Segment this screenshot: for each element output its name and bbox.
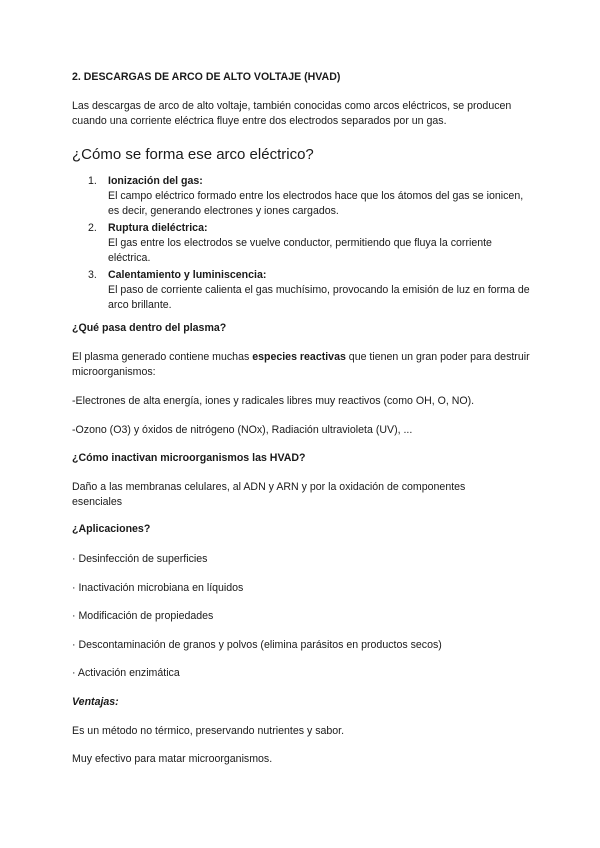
applications-title: ¿Aplicaciones? xyxy=(72,523,151,535)
step-item xyxy=(72,174,532,219)
section-heading: 2. DESCARGAS DE ARCO DE ALTO VOLTAJE (HVAD) xyxy=(72,71,341,83)
plasma-species-line: -Electrones de alta energía, iones y radicales libres muy reactivos (como OH, O, NO). xyxy=(72,395,475,407)
advantage-item: Es un método no térmico, preservando nutrientes y sabor. xyxy=(72,725,345,737)
application-item: · Modificación de propiedades xyxy=(72,610,214,622)
application-item: · Descontaminación de granos y polvos (elimina parásitos en productos secos) xyxy=(72,639,442,651)
advantages-title: Ventajas: xyxy=(72,696,119,708)
application-item: · Activación enzimática xyxy=(72,667,180,679)
step-text: El campo eléctrico formado entre los electrodos hace que los átomos del gas se ionicen, es decir, generando electrones y iones cargados. xyxy=(108,190,524,217)
plasma-paragraph xyxy=(72,350,532,380)
step-item xyxy=(72,268,532,313)
plasma-title: ¿Qué pasa dentro del plasma? xyxy=(72,322,227,334)
step-title: Ruptura dieléctrica: xyxy=(108,222,208,234)
plasma-species-line: -Ozono (O3) y óxidos de nitrógeno (NOx), Radiación ultravioleta (UV), ... xyxy=(72,424,413,436)
inactivation-paragraph: Daño a las membranas celulares, al ADN y ARN y por la oxidación de componentes esenciales xyxy=(72,481,466,508)
formation-title: ¿Cómo se forma ese arco eléctrico? xyxy=(72,146,314,163)
step-title: Ionización del gas: xyxy=(108,175,203,187)
step-number: 2. xyxy=(88,222,97,234)
formation-steps-list xyxy=(72,174,532,315)
plasma-highlight: especies reactivas xyxy=(252,351,346,363)
inactivation-title: ¿Cómo inactivan microorganismos las HVAD? xyxy=(72,452,306,464)
step-text: El paso de corriente calienta el gas muchísimo, provocando la emisión de luz en forma de arco brillante. xyxy=(108,284,530,311)
application-item: · Inactivación microbiana en líquidos xyxy=(72,582,244,594)
plasma-text-start: El plasma generado contiene muchas xyxy=(72,351,253,363)
step-title: Calentamiento y luminiscencia: xyxy=(108,269,267,281)
step-number: 1. xyxy=(88,175,97,187)
application-item: · Desinfección de superficies xyxy=(72,553,208,565)
advantage-item: Muy efectivo para matar microorganismos. xyxy=(72,753,273,765)
plasma-text-end: que tienen un gran poder para destruir microorganismos: xyxy=(72,351,530,378)
step-text: El gas entre los electrodos se vuelve conductor, permitiendo que fluya la corriente eléctrica. xyxy=(108,237,492,264)
step-number: 3. xyxy=(88,269,97,281)
intro-paragraph: Las descargas de arco de alto voltaje, también conocidas como arcos eléctricos, se producen cuando una corriente eléctrica fluye entre dos electrodos separados por un gas. xyxy=(72,100,512,127)
step-item xyxy=(72,221,532,266)
